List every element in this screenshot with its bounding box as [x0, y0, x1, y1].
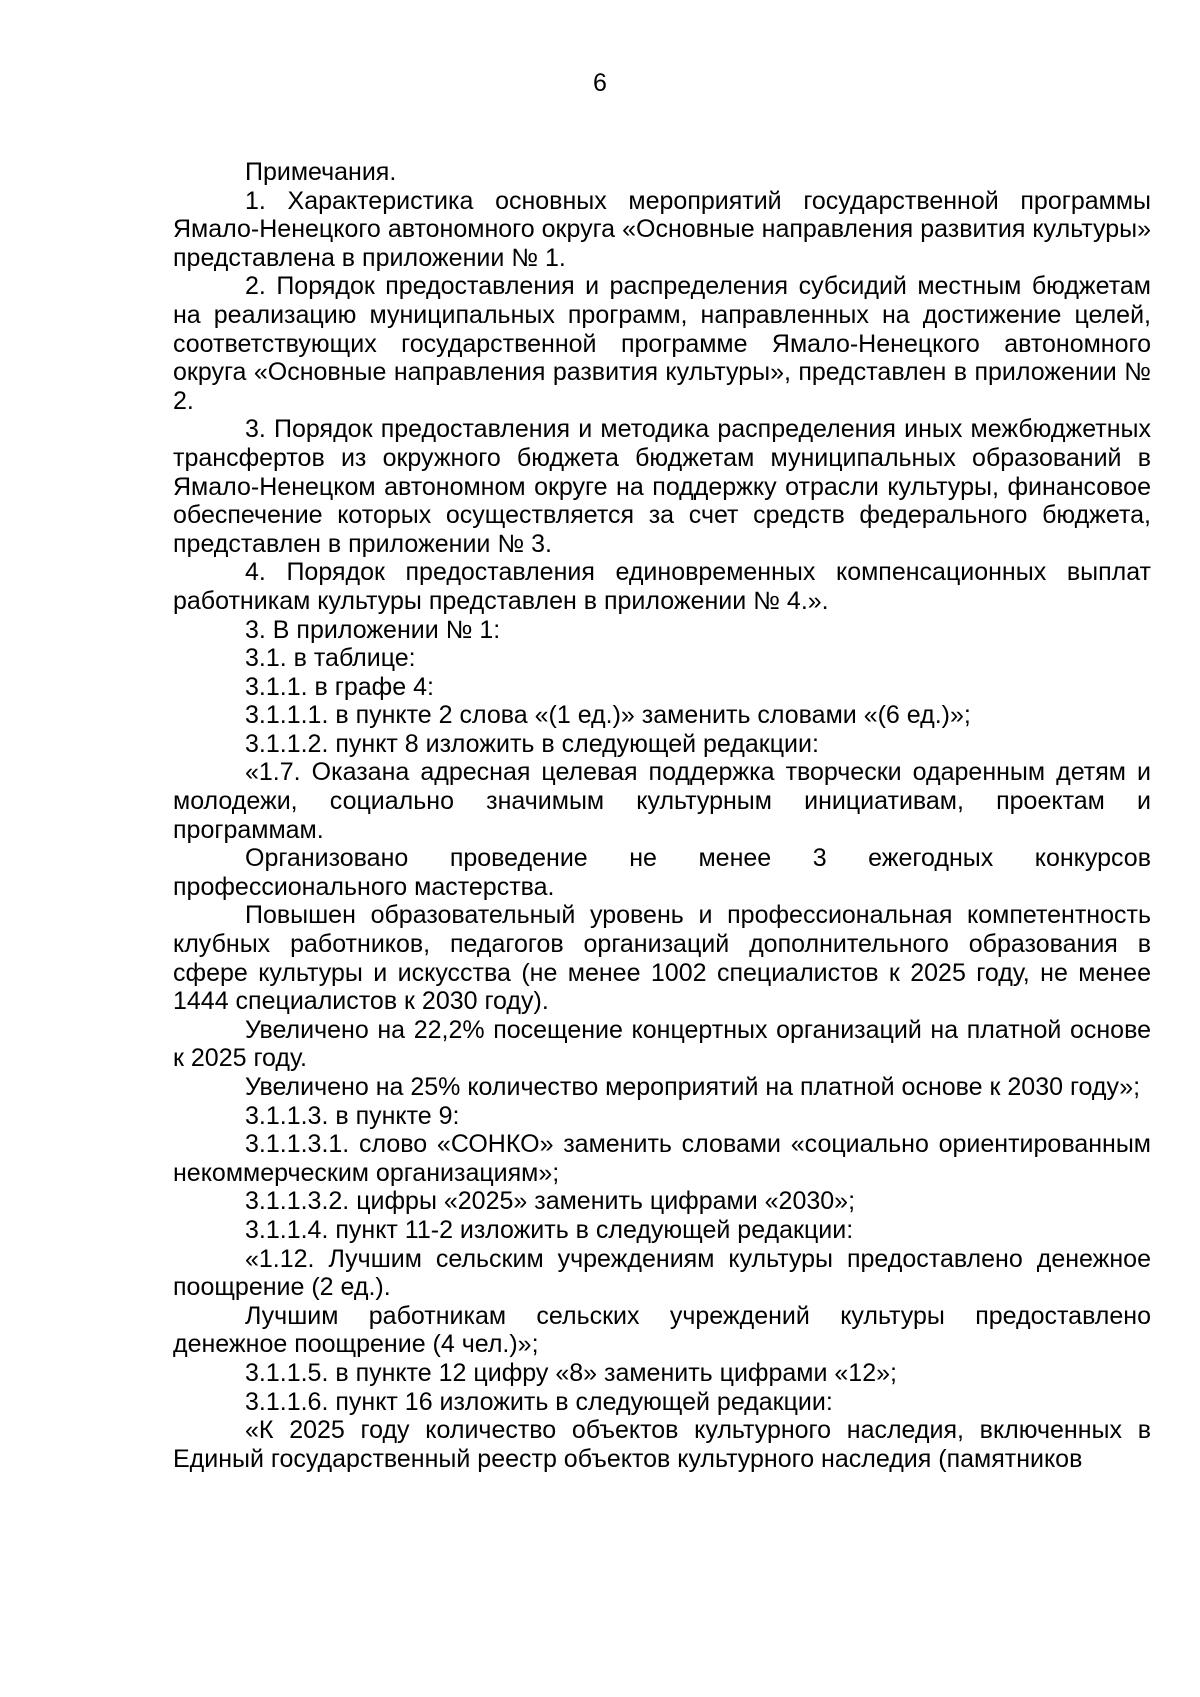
- paragraph-note-1: 1. Характеристика основных мероприятий государственной программы Ямало-Ненецкого автономного округа «Основные направления развития культуры» представлена в приложении № 1.: [173, 186, 1151, 272]
- paragraph-item-3-1-1-2: 3.1.1.2. пункт 8 изложить в следующей редакции:: [245, 729, 819, 758]
- paragraph-contests: Организовано проведение не менее 3 ежегодных конкурсов профессионального мастерства.: [173, 844, 1151, 901]
- paragraph-item-3-1-1: 3.1.1. в графе 4:: [245, 672, 434, 701]
- paragraph-item-3-1-1-3: 3.1.1.3. в пункте 9:: [245, 1101, 460, 1130]
- paragraph-item-3-1-1-5: 3.1.1.5. в пункте 12 цифру «8» заменить цифрами «12»;: [245, 1358, 897, 1387]
- paragraph-note-2: 2. Порядок предоставления и распределения субсидий местным бюджетам на реализацию муниципальных программ, направленных на достижение целей, соответствующих государственной программе Ямало-Ненецкого автономного округа «Основные направления развития культуры», представлен в приложении № 2.: [173, 272, 1151, 415]
- paragraph-quote-1-7: «1.7. Оказана адресная целевая поддержка творчески одаренным детям и молодежи, социально значимым культурным инициативам, проектам и программам.: [173, 758, 1151, 844]
- paragraph-item-3-1-1-3-1: 3.1.1.3.1. слово «СОНКО» заменить словами «социально ориентированным некоммерческим организациям»;: [173, 1130, 1151, 1187]
- paragraph-item-3: 3. В приложении № 1:: [245, 615, 501, 644]
- document-body: [173, 158, 1151, 1473]
- paragraph-competence: Повышен образовательный уровень и профессиональная компетентность клубных работников, педагогов организаций дополнительного образования в сфере культуры и искусства (не менее 1002 специалистов к 2025 году, не менее 1444 специалистов к 2030 году).: [173, 901, 1151, 1016]
- paragraph-item-3-1: 3.1. в таблице:: [245, 644, 416, 673]
- page-number: 6: [593, 69, 607, 97]
- paragraph-item-3-1-1-4: 3.1.1.4. пункт 11-2 изложить в следующей редакции:: [245, 1215, 854, 1244]
- paragraph-item-3-1-1-1: 3.1.1.1. в пункте 2 слова «(1 ед.)» заменить словами «(6 ед.)»;: [245, 701, 971, 730]
- paragraph-concerts: Увеличено на 22,2% посещение концертных организаций на платной основе к 2025 году.: [173, 1015, 1151, 1073]
- paragraph-notes-heading: Примечания.: [245, 158, 397, 186]
- paragraph-rural-workers: Лучшим работникам сельских учреждений культуры предоставлено денежное поощрение (4 чел.)»;: [173, 1301, 1151, 1359]
- paragraph-note-3: 3. Порядок предоставления и методика распределения иных межбюджетных трансфертов из окружного бюджета бюджетам муниципальных образований в Ямало-Ненецком автономном округе на поддержку отрасли культуры, финансовое обеспечение которых осуществляется за счет средств федерального бюджета, представлен в приложении № 3.: [173, 415, 1151, 558]
- paragraph-heritage: «К 2025 году количество объектов культурного наследия, включенных в Единый государственный реестр объектов культурного наследия (памятников: [173, 1416, 1151, 1473]
- paragraph-events: Увеличено на 25% количество мероприятий на платной основе к 2030 году»;: [245, 1073, 1141, 1101]
- paragraph-quote-1-12: «1.12. Лучшим сельским учреждениям культуры предоставлено денежное поощрение (2 ед.).: [173, 1244, 1151, 1302]
- paragraph-note-4: 4. Порядок предоставления единовременных компенсационных выплат работникам культуры представлен в приложении № 4.».: [173, 558, 1151, 615]
- paragraph-item-3-1-1-3-2: 3.1.1.3.2. цифры «2025» заменить цифрами «2030»;: [245, 1187, 856, 1216]
- paragraph-item-3-1-1-6: 3.1.1.6. пункт 16 изложить в следующей редакции:: [245, 1387, 833, 1416]
